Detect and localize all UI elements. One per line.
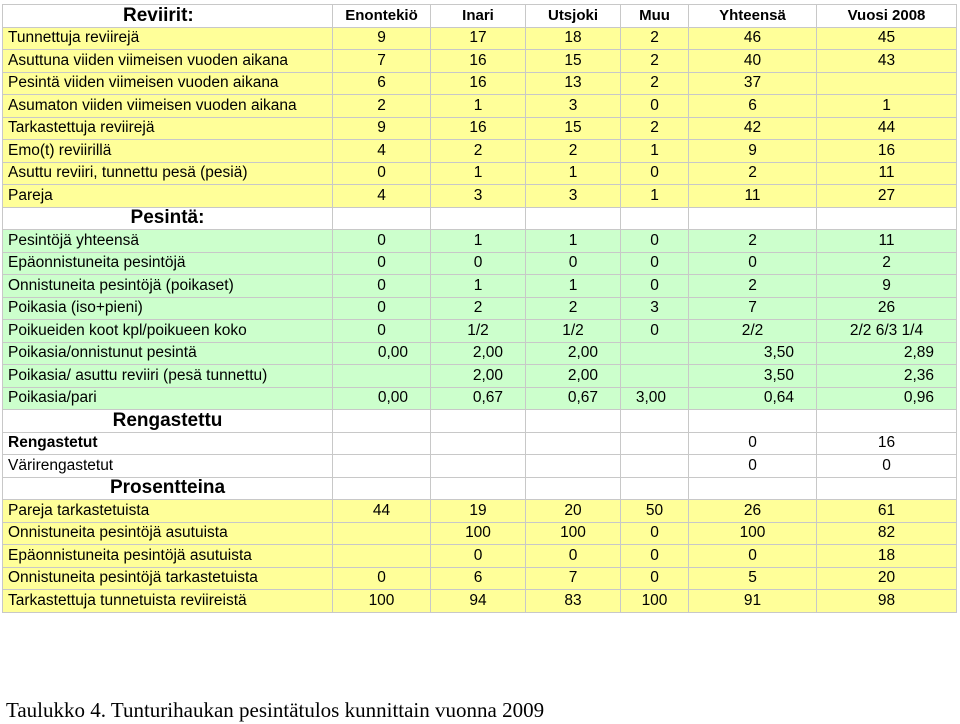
table-cell: 0,00 bbox=[333, 342, 431, 365]
table-cell: 1 bbox=[431, 95, 526, 118]
table-cell: 0 bbox=[817, 455, 957, 478]
row-label: Onnistuneita pesintöjä tarkastetuista bbox=[3, 567, 333, 590]
table-cell: 17 bbox=[431, 27, 526, 50]
table-cell: 0,67 bbox=[431, 387, 526, 410]
table-cell bbox=[333, 432, 431, 455]
table-row bbox=[3, 590, 957, 613]
column-header: Vuosi 2008 bbox=[817, 5, 957, 28]
table-cell: 0 bbox=[333, 252, 431, 275]
data-table bbox=[2, 4, 957, 613]
table-cell: 94 bbox=[431, 590, 526, 613]
table-cell: 20 bbox=[817, 567, 957, 590]
table-cell: 0 bbox=[621, 275, 689, 298]
table-cell: 1 bbox=[431, 230, 526, 253]
table-cell: 16 bbox=[817, 432, 957, 455]
table-cell: 0 bbox=[621, 545, 689, 568]
table-cell bbox=[526, 432, 621, 455]
row-label: Asuttu reviiri, tunnettu pesä (pesiä) bbox=[3, 162, 333, 185]
table-row bbox=[3, 545, 957, 568]
table-cell: 3 bbox=[431, 185, 526, 208]
empty-cell bbox=[689, 477, 817, 500]
table-cell: 6 bbox=[431, 567, 526, 590]
table-row bbox=[3, 500, 957, 523]
table-cell: 0,64 bbox=[689, 387, 817, 410]
table-cell: 1 bbox=[526, 275, 621, 298]
empty-cell bbox=[817, 410, 957, 433]
table-cell: 9 bbox=[333, 27, 431, 50]
table-cell: 6 bbox=[333, 72, 431, 95]
table-cell: 0 bbox=[621, 162, 689, 185]
table-cell: 0 bbox=[333, 567, 431, 590]
table-cell: 2 bbox=[689, 162, 817, 185]
row-label: Tarkastettuja reviirejä bbox=[3, 117, 333, 140]
table-row bbox=[3, 297, 957, 320]
table-cell: 2 bbox=[526, 297, 621, 320]
table-cell: 2 bbox=[526, 140, 621, 163]
table-cell: 0 bbox=[689, 252, 817, 275]
table-row bbox=[3, 185, 957, 208]
table-cell: 50 bbox=[621, 500, 689, 523]
table-body bbox=[3, 5, 957, 613]
table-cell: 2 bbox=[621, 72, 689, 95]
table-cell bbox=[333, 545, 431, 568]
table-cell: 98 bbox=[817, 590, 957, 613]
table-row bbox=[3, 567, 957, 590]
row-label: Poikasia/pari bbox=[3, 387, 333, 410]
section-title: Rengastettu bbox=[3, 410, 333, 433]
table-cell: 18 bbox=[817, 545, 957, 568]
table-cell: 18 bbox=[526, 27, 621, 50]
table-cell: 15 bbox=[526, 117, 621, 140]
table-row bbox=[3, 342, 957, 365]
row-label: Epäonnistuneita pesintöjä asutuista bbox=[3, 545, 333, 568]
table-cell: 2,89 bbox=[817, 342, 957, 365]
section-header-row bbox=[3, 477, 957, 500]
table-cell: 0 bbox=[333, 162, 431, 185]
empty-cell bbox=[333, 207, 431, 230]
row-label: Poikasia/ asuttu reviiri (pesä tunnettu) bbox=[3, 365, 333, 388]
table-cell: 0 bbox=[621, 567, 689, 590]
table-cell: 0 bbox=[621, 320, 689, 343]
table-cell: 46 bbox=[689, 27, 817, 50]
table-cell: 0 bbox=[526, 252, 621, 275]
empty-cell bbox=[333, 410, 431, 433]
table-cell: 0 bbox=[689, 455, 817, 478]
table-cell: 3 bbox=[526, 95, 621, 118]
table-cell: 2,00 bbox=[526, 342, 621, 365]
empty-cell bbox=[817, 477, 957, 500]
row-label: Poikasia/onnistunut pesintä bbox=[3, 342, 333, 365]
table-row bbox=[3, 455, 957, 478]
table-cell: 2 bbox=[333, 95, 431, 118]
table-cell bbox=[333, 365, 431, 388]
table-cell: 40 bbox=[689, 50, 817, 73]
row-label: Poikueiden koot kpl/poikueen koko bbox=[3, 320, 333, 343]
empty-cell bbox=[689, 207, 817, 230]
table-cell: 3,00 bbox=[621, 387, 689, 410]
table-cell: 7 bbox=[526, 567, 621, 590]
table-cell bbox=[817, 72, 957, 95]
section-title: Pesintä: bbox=[3, 207, 333, 230]
table-cell: 2,00 bbox=[431, 342, 526, 365]
table-cell: 27 bbox=[817, 185, 957, 208]
empty-cell bbox=[333, 477, 431, 500]
table-cell: 11 bbox=[817, 230, 957, 253]
table-cell: 91 bbox=[689, 590, 817, 613]
table-cell: 0 bbox=[621, 95, 689, 118]
row-label: Epäonnistuneita pesintöjä bbox=[3, 252, 333, 275]
empty-cell bbox=[621, 477, 689, 500]
table-cell: 3,50 bbox=[689, 342, 817, 365]
table-cell bbox=[621, 455, 689, 478]
table-cell: 0 bbox=[689, 545, 817, 568]
table-cell: 0 bbox=[621, 522, 689, 545]
table-cell: 6 bbox=[689, 95, 817, 118]
column-header: Inari bbox=[431, 5, 526, 28]
section-title: Prosentteina bbox=[3, 477, 333, 500]
empty-cell bbox=[526, 477, 621, 500]
column-header: Enontekiö bbox=[333, 5, 431, 28]
table-cell: 0 bbox=[526, 545, 621, 568]
table-row bbox=[3, 432, 957, 455]
table-cell: 1/2 bbox=[431, 320, 526, 343]
table-cell: 2,36 bbox=[817, 365, 957, 388]
table-cell bbox=[431, 432, 526, 455]
table-cell: 83 bbox=[526, 590, 621, 613]
table-cell: 7 bbox=[333, 50, 431, 73]
table-cell: 1 bbox=[431, 275, 526, 298]
table-row bbox=[3, 27, 957, 50]
table-cell: 0,96 bbox=[817, 387, 957, 410]
table-cell: 9 bbox=[333, 117, 431, 140]
table-cell: 2,00 bbox=[431, 365, 526, 388]
table-cell bbox=[431, 455, 526, 478]
table-cell: 100 bbox=[526, 522, 621, 545]
table-row bbox=[3, 117, 957, 140]
table-cell: 100 bbox=[689, 522, 817, 545]
table-cell: 0 bbox=[333, 230, 431, 253]
empty-cell bbox=[689, 410, 817, 433]
table-cell: 44 bbox=[817, 117, 957, 140]
table-cell: 16 bbox=[431, 117, 526, 140]
table-cell: 1 bbox=[431, 162, 526, 185]
empty-cell bbox=[431, 477, 526, 500]
empty-cell bbox=[621, 410, 689, 433]
table-cell: 13 bbox=[526, 72, 621, 95]
table-cell: 43 bbox=[817, 50, 957, 73]
table-cell: 1 bbox=[817, 95, 957, 118]
table-cell: 45 bbox=[817, 27, 957, 50]
row-label: Onnistuneita pesintöjä (poikaset) bbox=[3, 275, 333, 298]
table-cell: 15 bbox=[526, 50, 621, 73]
table-cell: 2 bbox=[621, 27, 689, 50]
table-cell: 16 bbox=[431, 72, 526, 95]
table-cell: 20 bbox=[526, 500, 621, 523]
table-row bbox=[3, 50, 957, 73]
table-cell: 7 bbox=[689, 297, 817, 320]
row-label: Poikasia (iso+pieni) bbox=[3, 297, 333, 320]
table-cell: 2/2 bbox=[689, 320, 817, 343]
table-cell: 2 bbox=[817, 252, 957, 275]
column-header: Utsjoki bbox=[526, 5, 621, 28]
table-cell: 5 bbox=[689, 567, 817, 590]
table-row bbox=[3, 95, 957, 118]
table-cell: 0,67 bbox=[526, 387, 621, 410]
column-header: Yhteensä bbox=[689, 5, 817, 28]
empty-cell bbox=[431, 207, 526, 230]
table-row bbox=[3, 72, 957, 95]
table-cell: 0 bbox=[431, 545, 526, 568]
table-row bbox=[3, 230, 957, 253]
row-label: Pesintöjä yhteensä bbox=[3, 230, 333, 253]
table-cell: 82 bbox=[817, 522, 957, 545]
table-row bbox=[3, 522, 957, 545]
empty-cell bbox=[431, 410, 526, 433]
column-header: Muu bbox=[621, 5, 689, 28]
table-row bbox=[3, 162, 957, 185]
table-cell: 11 bbox=[817, 162, 957, 185]
table-cell: 100 bbox=[431, 522, 526, 545]
row-label: Onnistuneita pesintöjä asutuista bbox=[3, 522, 333, 545]
table-cell: 2 bbox=[431, 140, 526, 163]
table-cell bbox=[621, 432, 689, 455]
table-cell: 100 bbox=[621, 590, 689, 613]
table-cell bbox=[333, 522, 431, 545]
table-cell: 0,00 bbox=[333, 387, 431, 410]
row-label: Asumaton viiden viimeisen vuoden aikana bbox=[3, 95, 333, 118]
table-cell: 0 bbox=[333, 297, 431, 320]
row-label: Rengastetut bbox=[3, 432, 333, 455]
table-row bbox=[3, 275, 957, 298]
table-cell: 16 bbox=[817, 140, 957, 163]
table-cell: 1/2 bbox=[526, 320, 621, 343]
table-cell bbox=[621, 342, 689, 365]
empty-cell bbox=[526, 410, 621, 433]
table-row bbox=[3, 252, 957, 275]
row-label: Tunnettuja reviirejä bbox=[3, 27, 333, 50]
row-label: Värirengastetut bbox=[3, 455, 333, 478]
table-cell: 16 bbox=[431, 50, 526, 73]
empty-cell bbox=[526, 207, 621, 230]
table-row bbox=[3, 320, 957, 343]
table-cell: 2 bbox=[621, 117, 689, 140]
header-row bbox=[3, 5, 957, 28]
table-cell: 26 bbox=[817, 297, 957, 320]
table-cell: 1 bbox=[621, 140, 689, 163]
section-header-row bbox=[3, 207, 957, 230]
row-label: Tarkastettuja tunnetuista reviireistä bbox=[3, 590, 333, 613]
table-cell: 1 bbox=[526, 230, 621, 253]
row-label: Asuttuna viiden viimeisen vuoden aikana bbox=[3, 50, 333, 73]
table-cell: 0 bbox=[689, 432, 817, 455]
table-row bbox=[3, 140, 957, 163]
table-cell: 9 bbox=[817, 275, 957, 298]
table-caption: Taulukko 4. Tunturihaukan pesintätulos kunnittain vuonna 2009 bbox=[6, 698, 545, 722]
table-cell: 2 bbox=[621, 50, 689, 73]
table-cell: 2,00 bbox=[526, 365, 621, 388]
table-cell: 9 bbox=[689, 140, 817, 163]
section-header-row bbox=[3, 410, 957, 433]
table-cell: 3,50 bbox=[689, 365, 817, 388]
table-cell: 2 bbox=[689, 230, 817, 253]
table-cell: 42 bbox=[689, 117, 817, 140]
row-label: Emo(t) reviirillä bbox=[3, 140, 333, 163]
table-cell: 4 bbox=[333, 140, 431, 163]
table-cell: 26 bbox=[689, 500, 817, 523]
table-cell: 1 bbox=[526, 162, 621, 185]
table-cell bbox=[526, 455, 621, 478]
table-cell: 4 bbox=[333, 185, 431, 208]
table-cell: 0 bbox=[621, 252, 689, 275]
table-row bbox=[3, 365, 957, 388]
row-label: Pesintä viiden viimeisen vuoden aikana bbox=[3, 72, 333, 95]
table-title: Reviirit: bbox=[3, 5, 333, 28]
table-cell: 19 bbox=[431, 500, 526, 523]
table-cell: 100 bbox=[333, 590, 431, 613]
table-cell: 1 bbox=[621, 185, 689, 208]
table-cell: 0 bbox=[431, 252, 526, 275]
table-cell: 0 bbox=[621, 230, 689, 253]
empty-cell bbox=[621, 207, 689, 230]
table-cell: 3 bbox=[526, 185, 621, 208]
table-cell: 37 bbox=[689, 72, 817, 95]
table-cell bbox=[333, 455, 431, 478]
table-row bbox=[3, 387, 957, 410]
table-cell: 11 bbox=[689, 185, 817, 208]
table-cell: 44 bbox=[333, 500, 431, 523]
row-label: Pareja bbox=[3, 185, 333, 208]
row-label: Pareja tarkastetuista bbox=[3, 500, 333, 523]
table-cell: 2/2 6/3 1/4 bbox=[817, 320, 957, 343]
table-cell: 61 bbox=[817, 500, 957, 523]
table-cell: 3 bbox=[621, 297, 689, 320]
table-cell: 0 bbox=[333, 275, 431, 298]
table-cell: 2 bbox=[431, 297, 526, 320]
table-cell: 0 bbox=[333, 320, 431, 343]
table-cell: 2 bbox=[689, 275, 817, 298]
empty-cell bbox=[817, 207, 957, 230]
table-cell bbox=[621, 365, 689, 388]
